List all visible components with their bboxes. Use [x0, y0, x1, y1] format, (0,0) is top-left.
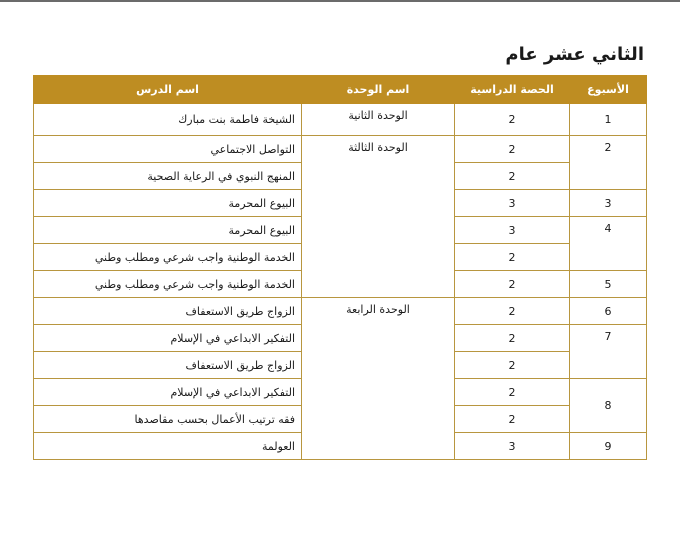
header-week: الأسبوع	[570, 76, 647, 104]
period-cell: 3	[455, 433, 570, 460]
lesson-cell: فقه ترتيب الأعمال بحسب مقاصدها	[34, 406, 302, 433]
lesson-cell: التواصل الاجتماعي	[34, 136, 302, 163]
lesson-cell: الزواج طريق الاستعفاف	[34, 352, 302, 379]
week-cell: 9	[570, 433, 647, 460]
week-cell: 1	[570, 104, 647, 136]
week-cell: 2	[570, 136, 647, 190]
period-cell: 2	[455, 298, 570, 325]
period-cell: 2	[455, 271, 570, 298]
lesson-cell: الشيخة فاطمة بنت مبارك	[34, 104, 302, 136]
lesson-cell: التفكير الابداعي في الإسلام	[34, 325, 302, 352]
period-cell: 3	[455, 190, 570, 217]
schedule-table	[33, 75, 647, 460]
table-header-row	[34, 76, 647, 104]
period-cell: 2	[455, 136, 570, 163]
lesson-cell: الزواج طريق الاستعفاف	[34, 298, 302, 325]
week-cell: 8	[570, 379, 647, 433]
week-cell: 7	[570, 325, 647, 379]
week-cell: 3	[570, 190, 647, 217]
table-row	[34, 136, 647, 163]
lesson-cell: البيوع المحرمة	[34, 217, 302, 244]
top-border-line	[0, 0, 680, 2]
period-cell: 3	[455, 217, 570, 244]
period-cell: 2	[455, 379, 570, 406]
period-cell: 2	[455, 163, 570, 190]
week-cell: 6	[570, 298, 647, 325]
period-cell: 2	[455, 325, 570, 352]
period-cell: 2	[455, 244, 570, 271]
page-title: الثاني عشر عام	[505, 44, 644, 65]
header-period: الحصة الدراسية	[455, 76, 570, 104]
week-cell: 5	[570, 271, 647, 298]
lesson-cell: التفكير الابداعي في الإسلام	[34, 379, 302, 406]
period-cell: 2	[455, 406, 570, 433]
lesson-cell: الخدمة الوطنية واجب شرعي ومطلب وطني	[34, 244, 302, 271]
week-cell: 4	[570, 217, 647, 271]
unit-cell: الوحدة الثانية	[302, 104, 455, 136]
lesson-cell: الخدمة الوطنية واجب شرعي ومطلب وطني	[34, 271, 302, 298]
header-unit: اسم الوحدة	[302, 76, 455, 104]
lesson-cell: المنهج النبوي في الرعاية الصحية	[34, 163, 302, 190]
lesson-cell: العولمة	[34, 433, 302, 460]
period-cell: 2	[455, 352, 570, 379]
unit-cell: الوحدة الرابعة	[302, 298, 455, 460]
table-row	[34, 104, 647, 136]
header-lesson: اسم الدرس	[34, 76, 302, 104]
table-row	[34, 298, 647, 325]
lesson-cell: البيوع المحرمة	[34, 190, 302, 217]
unit-cell: الوحدة الثالثة	[302, 136, 455, 298]
period-cell: 2	[455, 104, 570, 136]
